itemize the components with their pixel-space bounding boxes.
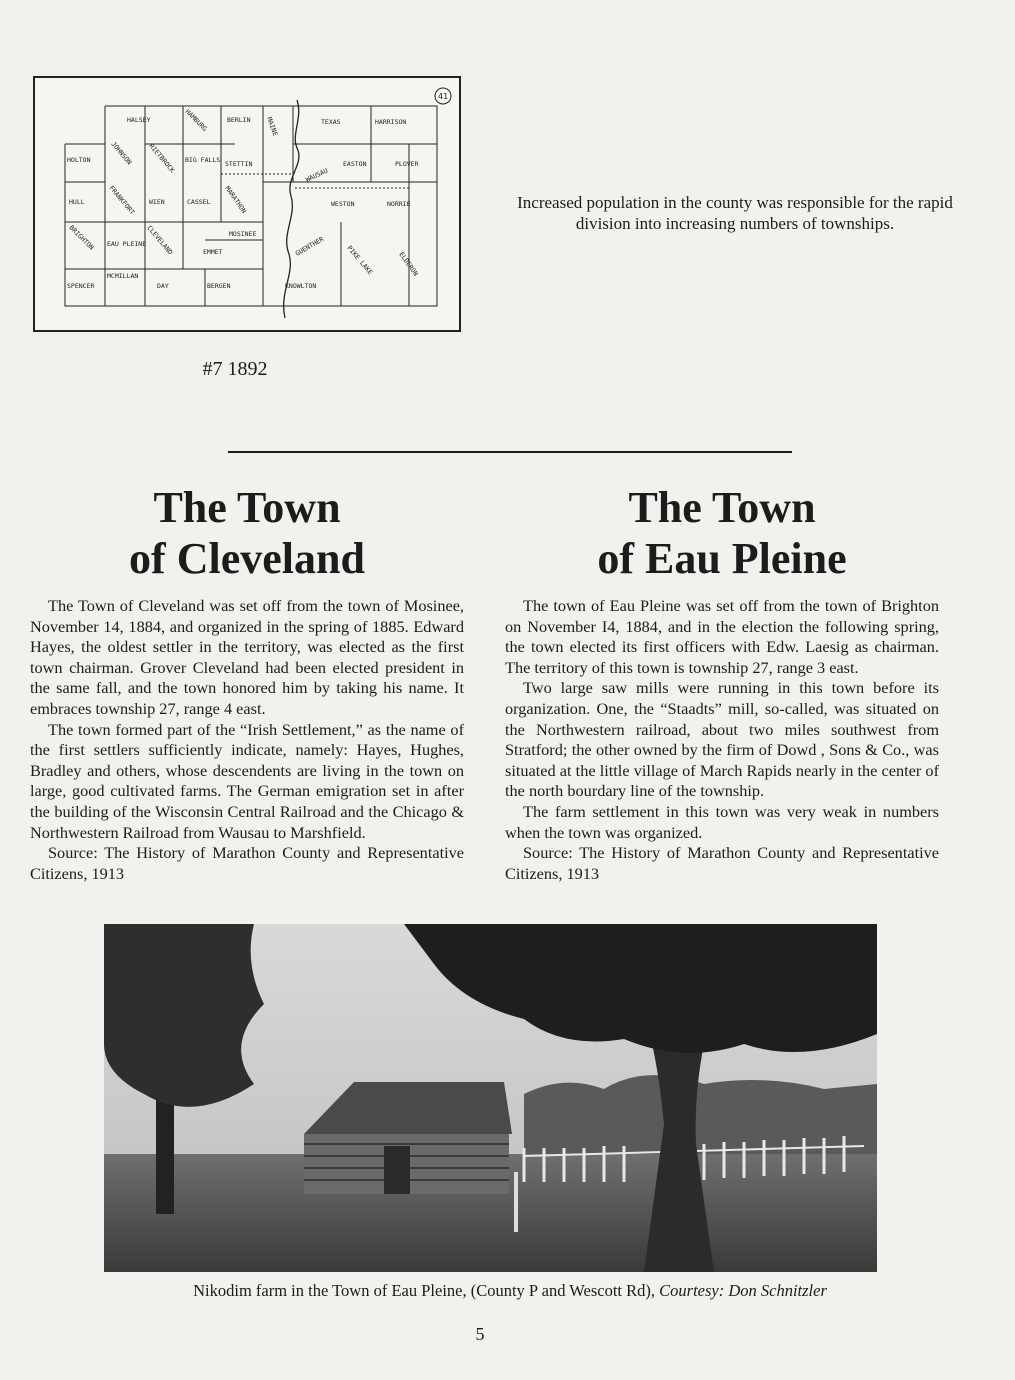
map-label-plover: PLOVER	[395, 160, 419, 168]
eau-pleine-paragraph: The farm settlement in this town was very weak in numbers when the town was organized.	[505, 801, 939, 842]
map-label-mosinee: MOSINEE	[229, 230, 257, 238]
photo-caption-main: Nikodim farm in the Town of Eau Pleine, (County P and Wescott Rd),	[193, 1281, 656, 1300]
map-label-big-falls: BIG FALLS	[185, 156, 221, 164]
map-label-johnson: JOHNSON	[109, 140, 134, 167]
map-label-wien: WIEN	[149, 198, 165, 206]
map-label-cassel: CASSEL	[187, 198, 211, 206]
map-label-wausau: WAUSAU	[304, 166, 330, 184]
map-label-cleveland: CLEVELAND	[145, 224, 175, 257]
eau-pleine-paragraph: Two large saw mills were running in this town before its organization. One, the “Staadts” mill, so-called, was situated on the Northwestern railroad, about two miles southwest from Stratford; the other owned by the firm of Dowd , Sons & Co., was situated at the little village of March Rapids nearly in the center of the north bourdary line of the township.	[505, 678, 939, 801]
eau-pleine-title	[505, 482, 939, 584]
photo-caption-courtesy: Courtesy: Don Schnitzler	[659, 1281, 827, 1300]
map-label-hamburg: HAMBURG	[183, 107, 209, 133]
cleveland-paragraph: The Town of Cleveland was set off from the town of Mosinee, November 14, 1884, and organized in the spring of 1885. Edward Hayes, the oldest settler in the territory, was elected as the first town chairman. Grover Cleveland had been elected president in the same fall, and the town honored him by taking his name. It embraces township 27, range 4 east.	[30, 596, 464, 718]
cleveland-source: Source: The History of Marathon County and Representative Citizens, 1913	[30, 843, 464, 883]
eau-pleine-paragraph: The town of Eau Pleine was set off from the town of Brighton on November I4, 1884, and in the election the following spring, the town elected its first officers with Edw. Laesig as chairman. The territory of this town is township 27, range 3 east.	[505, 596, 939, 677]
map-caption: Increased population in the county was responsible for the rapid division into increasing numbers of townships.	[517, 193, 953, 233]
bleed-through-text	[505, 140, 518, 199]
map-label-pike-lake: PIKE LAKE	[345, 244, 375, 277]
map-label-brighton: BRIGHTON	[67, 223, 96, 252]
map-label-norrie: NORRIE	[387, 200, 411, 208]
map-label-texas: TEXAS	[321, 118, 341, 126]
map-label-elderon: ELDERON	[397, 250, 420, 278]
map-circle-number: 41	[438, 92, 449, 101]
map-label-stettin: STETTIN	[225, 160, 253, 168]
map-label-halsey: HALSEY	[127, 116, 151, 124]
township-map	[33, 76, 461, 332]
map-number-label: #7 1892	[202, 358, 268, 380]
map-label-frankfort: FRANKFORT	[107, 184, 137, 217]
farm-photo	[104, 924, 877, 1272]
map-label-harrison: HARRISON	[375, 118, 407, 126]
map-label-mcmillan: MCMILLAN	[107, 272, 139, 280]
map-label-bergen: BERGEN	[207, 282, 231, 290]
map-label-hull: HULL	[69, 198, 85, 206]
eau-pleine-title-line1: The Town	[628, 483, 816, 532]
cleveland-paragraph: The town formed part of the “Irish Settlement,” as the name of the first settlers sufficiently indicate, namely: Hayes, Hughes, Bradley and others, whose descendents are living in the town on large, good cultivated farms. The German emigration set in after the building of the Wisconsin Central Railroad and the Chicago & Northwestern Railroad from Wausau to Marshfield.	[30, 719, 464, 842]
map-label-easton: EASTON	[343, 160, 367, 168]
cleveland-title-line1: The Town	[153, 483, 341, 532]
map-label-emmet: EMMET	[203, 248, 223, 256]
map-label-marathon: MARATHON	[223, 184, 248, 215]
eau-pleine-article	[505, 482, 939, 884]
eau-pleine-title-line2: of Eau Pleine	[597, 534, 847, 583]
page-number: 5	[475, 1324, 485, 1344]
photo-caption	[30, 1281, 990, 1301]
cleveland-article	[30, 482, 464, 884]
map-label-maine: MAINE	[265, 115, 280, 138]
map-label-holton: HOLTON	[67, 156, 91, 164]
map-label-eau-pleine: EAU PLEINE	[107, 240, 147, 248]
eau-pleine-source: Source: The History of Marathon County and Representative Citizens, 1913	[505, 843, 939, 883]
map-label-rietbrock: RIETBROCK	[147, 142, 177, 175]
map-label-berlin: BERLIN	[227, 116, 251, 124]
map-label-day: DAY	[157, 282, 169, 290]
cleveland-title	[30, 482, 464, 584]
map-label-weston: WESTON	[331, 200, 355, 208]
map-label-knowlton: KNOWLTON	[285, 282, 317, 290]
map-label-guenther: GUENTHER	[294, 235, 326, 258]
map-label-spencer: SPENCER	[67, 282, 95, 290]
section-divider	[228, 451, 792, 453]
cleveland-title-line2: of Cleveland	[129, 534, 365, 583]
